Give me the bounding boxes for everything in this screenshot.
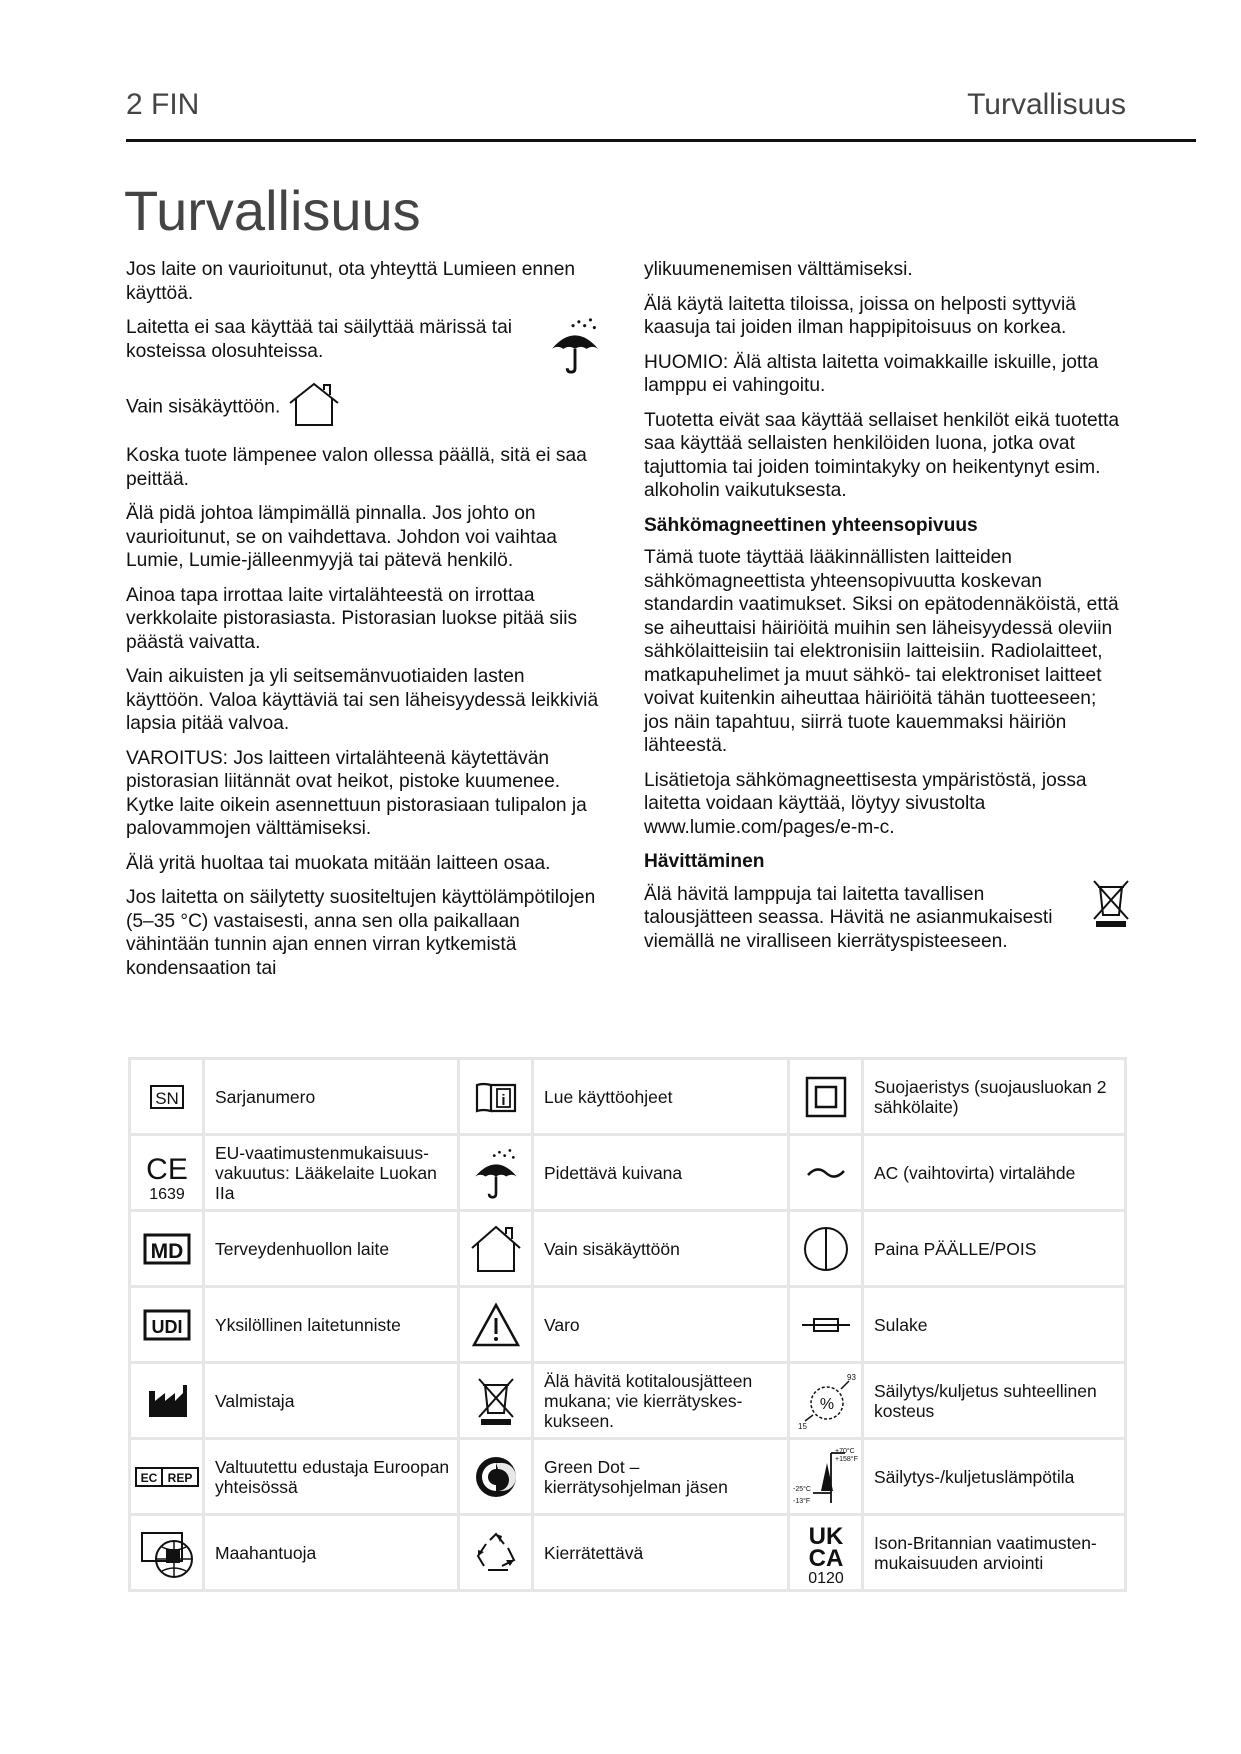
udi-icon (130, 1287, 204, 1363)
green-dot-icon (459, 1439, 533, 1515)
sn-icon-text: SN (154, 1088, 179, 1108)
left-column (126, 258, 604, 991)
symbol-label: Varo (533, 1287, 789, 1363)
symbol-label: Terveydenhuollon laite (204, 1211, 459, 1287)
symbol-label: Paina PÄÄLLE/POIS (863, 1211, 1126, 1287)
table-row (130, 1135, 1126, 1211)
paragraph-emc-2: Lisätietoja sähkömagneettisesta ympäristöstä, jossa laitetta voidaan käyttää, löytyy sivustolta www.lumie.com/pages/e-m-c. (644, 769, 1087, 838)
md-icon-text: MD (150, 1239, 183, 1263)
humidity-icon-high: 93 (846, 1372, 856, 1382)
ce-mark-icon (130, 1135, 204, 1211)
ukca-icon-number: 0120 (807, 1569, 844, 1585)
ukca-icon-uk: UK (808, 1522, 843, 1550)
symbol-label: Maahantuoja (204, 1515, 459, 1591)
paragraph-damaged: Jos laite on vaurioitunut, ota yhteyttä Lumieen ennen käyttöä. (126, 259, 576, 304)
table-row (130, 1363, 1126, 1439)
thermometer-low-f: -13°F (792, 1497, 810, 1505)
symbol-label: EU-vaatimustenmukaisuus-vakuutus: Lääkelaite Luokan IIa (204, 1135, 459, 1211)
importer-globe-icon (130, 1515, 204, 1591)
symbol-label: Säilytys-/kuljetuslämpötila (863, 1439, 1126, 1515)
paragraph-cover: Koska tuote lämpenee valon ollessa päällä, sitä ei saa peittää. (126, 445, 587, 490)
crossed-bin-icon (459, 1363, 533, 1439)
symbol-label: Säilytys/kuljetus suhteellinen kosteus (863, 1363, 1126, 1439)
symbol-label: AC (vaihtovirta) virtalähde (863, 1135, 1126, 1211)
ukca-icon-ca: CA (808, 1544, 843, 1572)
header-section-name: Turvallisuus (967, 88, 1126, 121)
umbrella-rain-icon (459, 1135, 533, 1211)
table-row (130, 1439, 1126, 1515)
symbol-label: Sulake (863, 1287, 1126, 1363)
book-icon-text: i (500, 1091, 506, 1109)
sn-icon (130, 1059, 204, 1135)
indoor-text: Vain sisäkäyttöön. (126, 395, 281, 417)
disposal-heading: Hävittäminen (644, 851, 765, 872)
md-icon (130, 1211, 204, 1287)
paragraph-disconnect: Ainoa tapa irrottaa laite virtalähteestä on irrottaa verkkolaite pistorasiasta. Pistorasian luokse pitää siis päästä vaivatta. (126, 584, 578, 653)
symbol-label: Ison-Britannian vaatimusten-mukaisuuden arviointi (863, 1515, 1126, 1591)
thermometer-icon (789, 1439, 863, 1515)
house-icon (459, 1211, 533, 1287)
page-title: Turvallisuus (124, 179, 421, 242)
symbol-label: Pidettävä kuivana (533, 1135, 789, 1211)
paragraph-children: Vain aikuisten ja yli seitsemänvuotiaiden lasten käyttöön. Valoa käyttäviä tai sen läheisyydessä leikkiviä lapsia pitää valvoa. (126, 666, 599, 734)
humidity-icon-low: 15 (797, 1421, 807, 1431)
crossed-bin-icon (1090, 877, 1132, 936)
manufacturer-factory-icon (130, 1363, 204, 1439)
double-square-icon (789, 1059, 863, 1135)
ac-wave-icon (789, 1135, 863, 1211)
symbol-label: Green Dot – kierrätysohjelman jäsen (533, 1439, 789, 1515)
recycle-icon (459, 1515, 533, 1591)
ukca-icon (789, 1515, 863, 1591)
table-row (130, 1515, 1126, 1591)
paragraph-overheat: ylikuumenemisen välttämiseksi. (644, 259, 913, 280)
humidity-icon (789, 1363, 863, 1439)
instructions-book-icon (459, 1059, 533, 1135)
ec-rep-icon-rep: REP (167, 1470, 192, 1485)
paragraph-gases: Älä käytä laitetta tiloissa, joissa on helposti syttyviä kaasuja tai joiden ilman happipitoisuus on korkea. (644, 293, 1076, 338)
paragraph-disposal: Älä hävitä lamppuja tai laitetta tavallisen talousjätteen seassa. Hävitä ne asianmukaisesti viemällä ne viralliseen kierrätyspisteeseen. (644, 883, 1053, 952)
thermometer-low-c: -25°C (792, 1485, 811, 1493)
humidity-icon-percent: % (819, 1395, 834, 1413)
paragraph-cord: Älä pidä johtoa lämpimällä pinnalla. Jos johto on vaurioitunut, se on vaihdettava. Johdon voi vaihtaa Lumie, Lumie-jälleenmyyjä tai pätevä henkilö. (126, 503, 557, 571)
paragraph-wet: Laitetta ei saa käyttää tai säilyttää märissä tai kosteissa olosuhteissa. (126, 317, 513, 362)
symbol-label: Valmistaja (204, 1363, 459, 1439)
symbol-label: Lue käyttöohjeet (533, 1059, 789, 1135)
symbol-label: Suojaeristys (suojausluokan 2 sähkölaite) (863, 1059, 1126, 1135)
paragraph-disposal-block (644, 883, 1122, 954)
page-number: 2 FIN (126, 88, 200, 121)
right-column (644, 258, 1122, 964)
house-icon (286, 381, 342, 434)
paragraph-persons: Tuotetta eivät saa käyttää sellaiset henkilöt eikä tuotetta saa käyttää sellaisten henkilöiden luona, jotka ovat tajuttomia tai joiden toimintakyky on heikentynyt esim. alkoholin vaikutuksesta. (644, 409, 1119, 501)
umbrella-rain-icon (546, 316, 604, 381)
thermometer-high-f: +158°F (834, 1455, 858, 1463)
ec-rep-icon-ec: EC (140, 1470, 157, 1485)
power-icon (789, 1211, 863, 1287)
ec-rep-icon (130, 1439, 204, 1515)
symbol-label: Kierrätettävä (533, 1515, 789, 1591)
thermometer-high-c: +70°C (834, 1447, 855, 1455)
symbols-table (128, 1057, 1127, 1592)
symbol-label: Vain sisäkäyttöön (533, 1211, 789, 1287)
symbol-label: Älä hävitä kotitalousjätteen mukana; vie kierrätyskes-kukseen. (533, 1363, 789, 1439)
table-row (130, 1287, 1126, 1363)
page-header (126, 88, 1126, 138)
paragraph-storage: Jos laitetta on säilytetty suositeltujen käyttölämpötilojen (5–35 °C) vastaisesti, anna sen olla paikallaan vähintään tunnin ajan ennen virran kytkemistä kondensaation tai (126, 887, 596, 979)
ce-icon-number: 1639 (148, 1185, 185, 1203)
ce-icon-text: CE (145, 1152, 188, 1186)
warning-triangle-icon (459, 1287, 533, 1363)
symbol-label: Yksilöllinen laitetunniste (204, 1287, 459, 1363)
table-row (130, 1211, 1126, 1287)
paragraph-shocks: HUOMIO: Älä altista laitetta voimakkaille iskuille, jotta lamppu ei vahingoitu. (644, 351, 1099, 396)
symbol-label: Valtuutettu edustaja Euroopan yhteisössä (204, 1439, 459, 1515)
emc-heading: Sähkömagneettinen yhteensopivuus (644, 514, 978, 536)
udi-icon-text: UDI (151, 1316, 182, 1337)
paragraph-warning: VAROITUS: Jos laitteen virtalähteenä käytettävän pistorasian liitännät ovat heikot, pistoke kuumenee. Kytke laite oikein asennettuun pistorasiaan tulipalon ja palovammojen välttämiseksi. (126, 747, 587, 839)
paragraph-emc-1: Tämä tuote täyttää lääkinnällisten laitteiden sähkömagneettista yhteensopivuutta koskevan standardin vaatimukset. Siksi on epätodennäköistä, että se aiheuttaisi häiriöitä muihin sen läheisyydessä oleviin sähkölaitteisiin tai elektronisiin laitteisiin. Radiolaitteet, matkapuhelimet ja muut sähkö- tai elektroniset laitteet voivat kuitenkin aiheuttaa häiriöitä tähän tuotteeseen; jos näin tapahtuu, siirrä tuote kauemmaksi häiriön lähteestä. (644, 547, 1119, 756)
fuse-icon (789, 1287, 863, 1363)
paragraph-service: Älä yritä huoltaa tai muokata mitään laitteen osaa. (126, 852, 551, 874)
paragraph-wet-block (126, 316, 604, 381)
header-rule (126, 139, 1196, 142)
paragraph-indoor (126, 381, 604, 434)
table-row (130, 1059, 1126, 1135)
symbol-label: Sarjanumero (204, 1059, 459, 1135)
